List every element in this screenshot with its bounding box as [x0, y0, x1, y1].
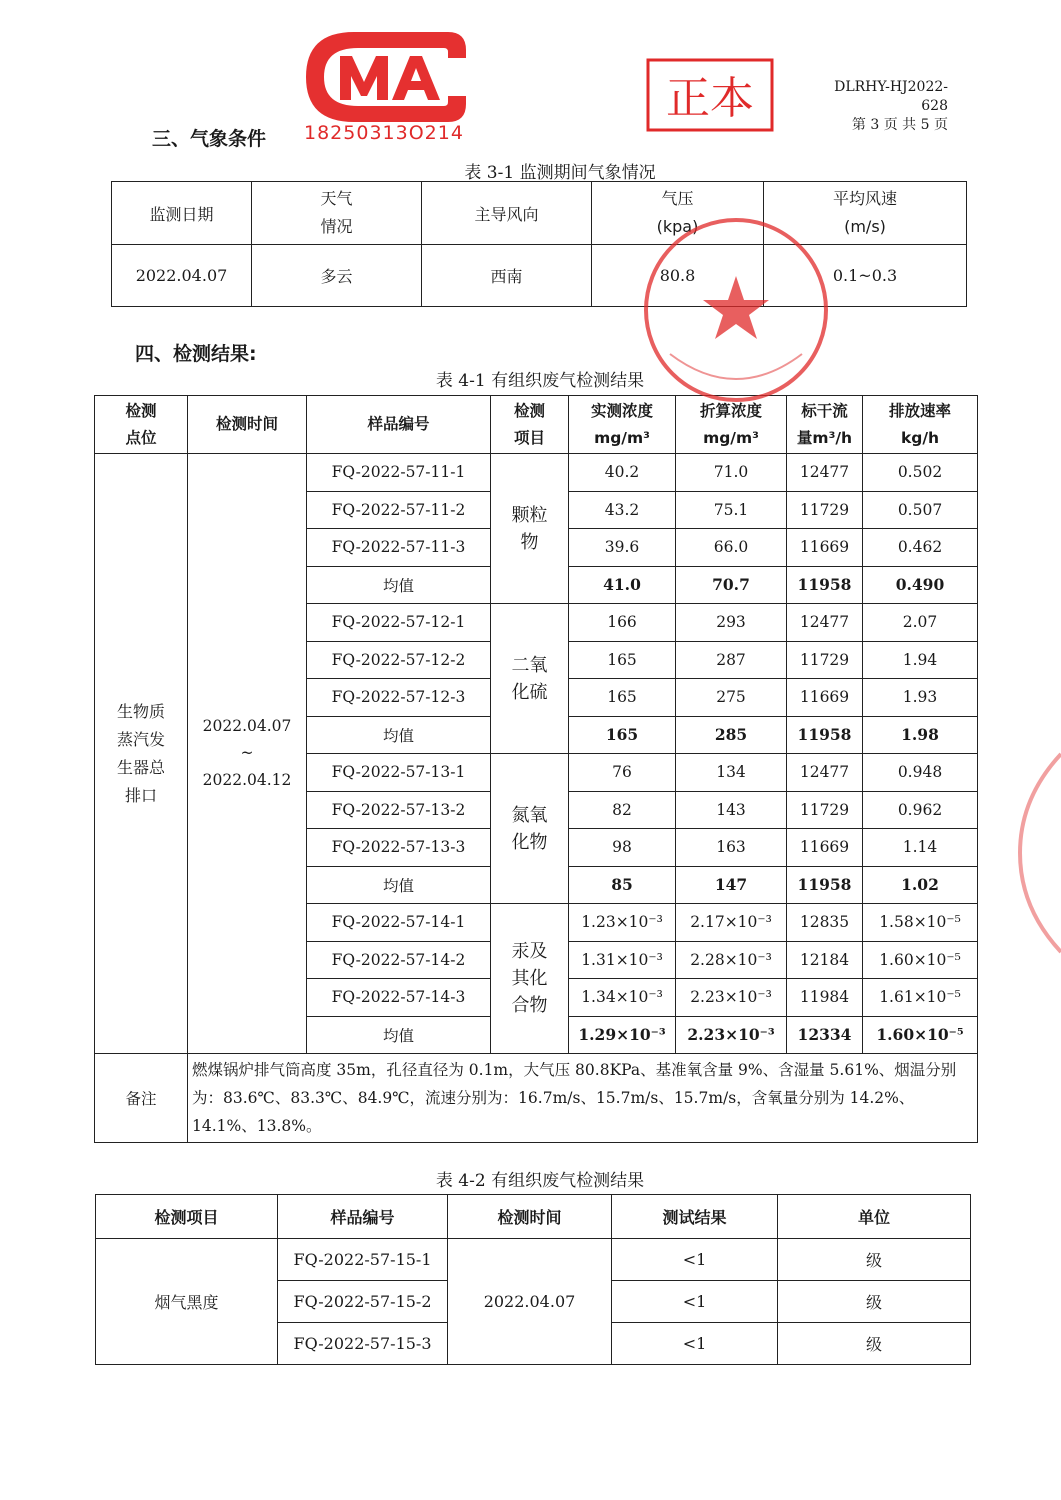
cell-emission-rate: 1.60×10⁻⁵ [863, 941, 978, 979]
cell-measured-conc: 85 [569, 866, 676, 904]
cell-emission-rate: 0.502 [863, 454, 978, 492]
cell-sample-id: FQ-2022-57-13-2 [307, 791, 491, 829]
cell-flow-rate: 11729 [787, 641, 863, 679]
cell-sample-id: FQ-2022-57-12-1 [307, 604, 491, 642]
cell-test-item: 二氧 化硫 [491, 604, 569, 754]
cell-flow-rate: 12835 [787, 904, 863, 942]
cell-sample-id: FQ-2022-57-11-2 [307, 491, 491, 529]
header-converted-conc: 折算浓度 mg/m³ [676, 396, 787, 454]
cell-converted-conc: 143 [676, 791, 787, 829]
cell-flow-rate: 11958 [787, 566, 863, 604]
cell-sample-id: FQ-2022-57-13-3 [307, 829, 491, 867]
cell-sample-id: FQ-2022-57-12-2 [307, 641, 491, 679]
cell-flow-rate: 12477 [787, 604, 863, 642]
weather-table [111, 181, 967, 307]
cell-flow-rate: 11669 [787, 829, 863, 867]
cell-converted-conc: 2.23×10⁻³ [676, 979, 787, 1017]
cell-flow-rate: 11958 [787, 866, 863, 904]
header-wind-speed: 平均风速 (m/s) [764, 182, 967, 245]
header-weather: 天气 情况 [252, 182, 422, 245]
cell-measured-conc: 98 [569, 829, 676, 867]
cell-converted-conc: 75.1 [676, 491, 787, 529]
cell-emission-rate: 2.07 [863, 604, 978, 642]
cell-unit: 级 [778, 1323, 971, 1365]
cell-measured-conc: 82 [569, 791, 676, 829]
cell-measured-conc: 1.31×10⁻³ [569, 941, 676, 979]
cell-measured-conc: 165 [569, 679, 676, 717]
header-wind-direction: 主导风向 [422, 182, 592, 245]
cell-unit: 级 [778, 1281, 971, 1323]
header-pressure: 气压 (kpa) [592, 182, 764, 245]
cell-converted-conc: 287 [676, 641, 787, 679]
cell-sample-id: FQ-2022-57-11-3 [307, 529, 491, 567]
header-measured-conc: 实测浓度 mg/m³ [569, 396, 676, 454]
results-section-title: 四、检测结果: [135, 343, 257, 365]
cell-test-item: 颗粒 物 [491, 454, 569, 604]
company-seal [640, 214, 832, 406]
cell-flow-rate: 12334 [787, 1016, 863, 1054]
cell-flow-rate: 11729 [787, 491, 863, 529]
cell-measured-conc: 165 [569, 641, 676, 679]
cell-converted-conc: 2.23×10⁻³ [676, 1016, 787, 1054]
cell-converted-conc: 285 [676, 716, 787, 754]
cell-test-item: 氮氧 化物 [491, 754, 569, 904]
cell-flow-rate: 11669 [787, 529, 863, 567]
cell-converted-conc: 163 [676, 829, 787, 867]
cell-test-time: 2022.04.07 [448, 1239, 612, 1365]
cell-converted-conc: 275 [676, 679, 787, 717]
header-sample-id: 样品编号 [307, 396, 491, 454]
cell-emission-rate: 1.61×10⁻⁵ [863, 979, 978, 1017]
average-label: 均值 [307, 716, 491, 754]
cell-item: 烟气黑度 [96, 1239, 278, 1365]
phone-number: 18250313O214 [304, 122, 464, 144]
cell-sample-id: FQ-2022-57-14-3 [307, 979, 491, 1017]
cell-converted-conc: 2.28×10⁻³ [676, 941, 787, 979]
cell-sample-id: FQ-2022-57-14-1 [307, 904, 491, 942]
smoke-blackness-table [95, 1194, 971, 1365]
cell-wind-direction: 西南 [422, 245, 592, 307]
cell-sample-id: FQ-2022-57-13-1 [307, 754, 491, 792]
cell-converted-conc: 66.0 [676, 529, 787, 567]
table-4-2-caption: 表 4-2 有组织废气检测结果 [435, 1171, 645, 1191]
cell-measured-conc: 40.2 [569, 454, 676, 492]
cell-emission-rate: 1.98 [863, 716, 978, 754]
cell-converted-conc: 147 [676, 866, 787, 904]
cell-flow-rate: 11984 [787, 979, 863, 1017]
cell-flow-rate: 11729 [787, 791, 863, 829]
cell-converted-conc: 70.7 [676, 566, 787, 604]
header-emission-rate: 排放速率 kg/h [863, 396, 978, 454]
emission-results-table [94, 395, 978, 1143]
note-text: 燃煤锅炉排气筒高度 35m，孔径直径为 0.1m，大气压 80.8KPa、基准氧含量 9%、含湿量 5.61%、烟温分别为：83.6℃、83.3℃、84.9℃，流速分别为：16.7m/s、15.7m/s、15.7m/s，含氧量分别为 14.2%、14.1%、13.8%。 [188, 1054, 978, 1143]
page-indicator: 第 3 页 共 5 页 [851, 117, 948, 133]
header-location: 检测 点位 [95, 396, 188, 454]
cell-flow-rate: 12184 [787, 941, 863, 979]
cell-converted-conc: 2.17×10⁻³ [676, 904, 787, 942]
cell-measured-conc: 39.6 [569, 529, 676, 567]
average-label: 均值 [307, 566, 491, 604]
header-test-time: 检测时间 [448, 1195, 612, 1239]
cell-flow-rate: 12477 [787, 754, 863, 792]
document-number: DLRHY-HJ2022-628 [834, 79, 948, 114]
cell-wind-speed: 0.1~0.3 [764, 245, 967, 307]
cell-sample-id: FQ-2022-57-14-2 [307, 941, 491, 979]
cell-sample-id: FQ-2022-57-11-1 [307, 454, 491, 492]
side-seal [1010, 748, 1061, 958]
cell-measured-conc: 1.34×10⁻³ [569, 979, 676, 1017]
cell-measured-conc: 43.2 [569, 491, 676, 529]
cell-emission-rate: 1.94 [863, 641, 978, 679]
cell-location: 生物质 蒸汽发 生器总 排口 [95, 454, 188, 1054]
header-test-time: 检测时间 [188, 396, 307, 454]
average-label: 均值 [307, 1016, 491, 1054]
cell-unit: 级 [778, 1239, 971, 1281]
header-flow-rate: 标干流 量m³/h [787, 396, 863, 454]
note-label: 备注 [95, 1054, 188, 1143]
cell-converted-conc: 293 [676, 604, 787, 642]
cell-flow-rate: 12477 [787, 454, 863, 492]
cell-converted-conc: 71.0 [676, 454, 787, 492]
cell-sample-id: FQ-2022-57-15-2 [278, 1281, 448, 1323]
cell-emission-rate: 0.507 [863, 491, 978, 529]
cell-pressure: 80.8 [592, 245, 764, 307]
cell-measured-conc: 166 [569, 604, 676, 642]
table-4-1-caption: 表 4-1 有组织废气检测结果 [435, 371, 645, 391]
table-3-1-caption: 表 3-1 监测期间气象情况 [464, 163, 656, 183]
cell-measured-conc: 41.0 [569, 566, 676, 604]
header-unit: 单位 [778, 1195, 971, 1239]
cell-date: 2022.04.07 [112, 245, 252, 307]
header-result: 测试结果 [612, 1195, 778, 1239]
cell-measured-conc: 1.29×10⁻³ [569, 1016, 676, 1054]
cell-result: <1 [612, 1239, 778, 1281]
cell-weather: 多云 [252, 245, 422, 307]
stamp-text: 正本 [666, 73, 754, 124]
cell-emission-rate: 1.14 [863, 829, 978, 867]
cell-emission-rate: 1.93 [863, 679, 978, 717]
document-header [808, 78, 948, 135]
cma-logo [298, 24, 474, 130]
header-test-item: 检测 项目 [491, 396, 569, 454]
cell-emission-rate: 0.490 [863, 566, 978, 604]
weather-section-title: 三、气象条件 [152, 128, 267, 150]
header-date: 监测日期 [112, 182, 252, 245]
average-label: 均值 [307, 866, 491, 904]
cell-emission-rate: 1.60×10⁻⁵ [863, 1016, 978, 1054]
cell-emission-rate: 0.948 [863, 754, 978, 792]
cell-sample-id: FQ-2022-57-12-3 [307, 679, 491, 717]
cell-flow-rate: 11958 [787, 716, 863, 754]
original-copy-stamp [644, 56, 776, 134]
cell-measured-conc: 1.23×10⁻³ [569, 904, 676, 942]
cell-result: <1 [612, 1323, 778, 1365]
cell-test-item: 汞及 其化 合物 [491, 904, 569, 1054]
cell-result: <1 [612, 1281, 778, 1323]
cell-emission-rate: 0.962 [863, 791, 978, 829]
header-item: 检测项目 [96, 1195, 278, 1239]
cell-sample-id: FQ-2022-57-15-3 [278, 1323, 448, 1365]
cell-converted-conc: 134 [676, 754, 787, 792]
cell-emission-rate: 0.462 [863, 529, 978, 567]
cell-period: 2022.04.07 ~ 2022.04.12 [188, 454, 307, 1054]
table-row [95, 454, 978, 492]
cell-emission-rate: 1.58×10⁻⁵ [863, 904, 978, 942]
cell-measured-conc: 165 [569, 716, 676, 754]
header-sample-id: 样品编号 [278, 1195, 448, 1239]
cell-flow-rate: 11669 [787, 679, 863, 717]
cell-emission-rate: 1.02 [863, 866, 978, 904]
cell-sample-id: FQ-2022-57-15-1 [278, 1239, 448, 1281]
cell-measured-conc: 76 [569, 754, 676, 792]
